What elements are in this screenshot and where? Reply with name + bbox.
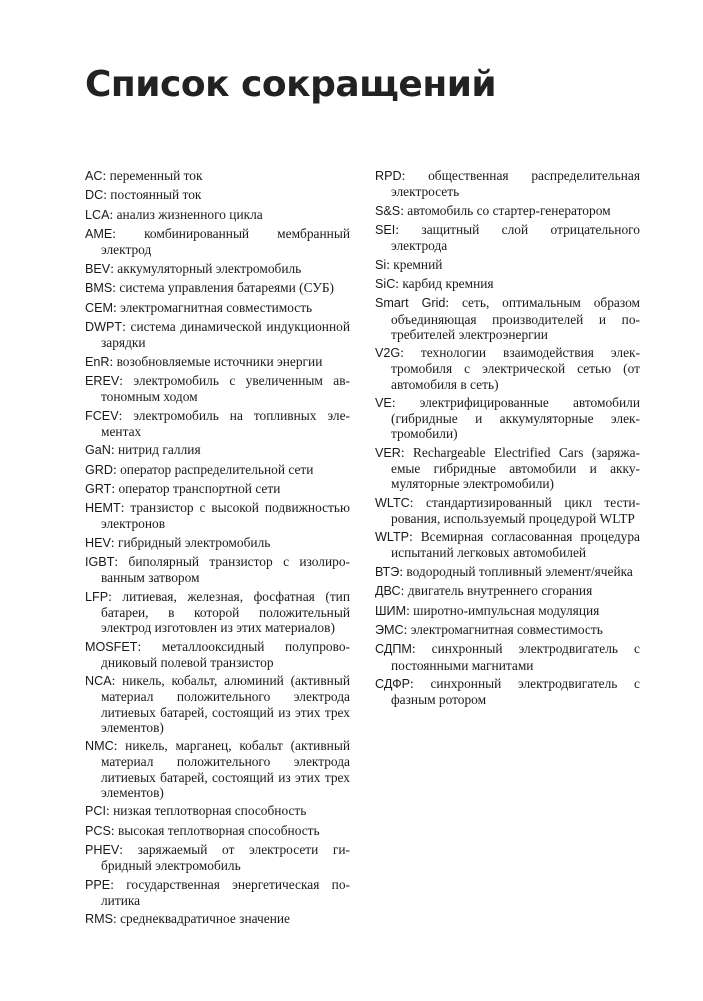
abbreviation-definition: автомобиль со стартер-генератором xyxy=(407,202,611,218)
abbreviations-right-column xyxy=(375,168,640,710)
abbreviation-definition: аккумуляторный электромобиль xyxy=(117,260,302,276)
abbreviation-term: Si xyxy=(375,257,387,272)
abbreviation-term: VE xyxy=(375,395,392,410)
abbreviation-definition: общественная распределительная электросеть xyxy=(391,168,640,200)
abbreviation-term: GRT xyxy=(85,481,112,496)
abbreviation-definition: система управления батареями (СУБ) xyxy=(119,280,335,296)
abbreviation-entry: GaN: нитрид галлия xyxy=(85,442,201,458)
abbreviation-definition: электромагнитная совместимость xyxy=(120,299,313,315)
abbreviation-definition: водородный топливный элемент/ячейка xyxy=(406,563,633,579)
abbreviation-definition: электромагнитная совместимость xyxy=(410,621,603,637)
abbreviation-entry: V2G: технологии взаимодействия электромобиля с электрической сетью (от автомобиля в сеть) xyxy=(375,345,640,392)
abbreviation-definition: оператор транспортной сети xyxy=(118,480,281,496)
abbreviation-entry: RPD: общественная распределительная электросеть xyxy=(375,168,640,200)
abbreviation-entry: NCA: никель, кобальт, алюминий (активный материал положительного электрода литиевых батарей, состоящий из этих трех элементов) xyxy=(85,673,350,735)
abbreviation-term: PCI xyxy=(85,804,106,819)
abbreviation-definition: комбинированный мембранный электрод xyxy=(101,226,350,258)
abbreviation-definition: карбид кремния xyxy=(402,275,494,291)
abbreviation-term: MOSFET xyxy=(85,639,138,654)
abbreviation-definition: низкая теплотворная способность xyxy=(113,803,307,819)
abbreviation-entry: LCA: анализ жизненного цикла xyxy=(85,206,263,222)
abbreviation-definition: возобновляемые источники энергии xyxy=(116,353,323,369)
abbreviation-definition: стандартизированный цикл тестирования, используемый процедурой WLTP xyxy=(391,494,640,526)
abbreviation-term: WLTP xyxy=(375,530,410,545)
abbreviation-definition: высокая теплотворная способность xyxy=(117,822,320,838)
abbreviation-entry: PCI: низкая теплотворная способность xyxy=(85,803,307,819)
abbreviation-definition: нитрид галлия xyxy=(117,442,201,458)
abbreviation-entry: AC: переменный ток xyxy=(85,168,203,183)
abbreviation-definition: гибридный электромобиль xyxy=(117,534,271,550)
abbreviations-left-column xyxy=(85,168,350,931)
abbreviation-term: LCA xyxy=(85,207,110,222)
abbreviation-entry: DWPT: система динамической индукционной зарядки xyxy=(85,318,350,351)
abbreviation-term: SiC xyxy=(375,276,396,291)
abbreviation-term: IGBT xyxy=(85,555,115,570)
abbreviation-entry: WLTP: Всемирная согласованная процедура испытаний легковых автомобилей xyxy=(375,529,640,561)
abbreviation-term: EnR xyxy=(85,354,110,369)
abbreviation-definition: металлооксидный полупроводниковый полевой транзистор xyxy=(101,638,350,670)
abbreviation-term: NMC xyxy=(85,739,114,754)
abbreviation-entry: ВТЭ: водородный топливный элемент/ячейка xyxy=(375,563,633,579)
abbreviation-entry: SEI: защитный слой отрицательного электрода xyxy=(375,221,641,254)
abbreviation-term: Smart Grid xyxy=(375,296,446,311)
abbreviation-term: ВТЭ xyxy=(375,564,400,579)
abbreviation-term: СДПМ xyxy=(375,642,412,657)
abbreviation-definition: технологии взаимодействия электромобиля с электрической сетью (от автомобиля в сеть) xyxy=(391,345,640,392)
abbreviation-term: SEI xyxy=(375,222,396,237)
abbreviation-entry: GRT: оператор транспортной сети xyxy=(85,480,281,496)
abbreviation-entry: GRD: оператор распределительной сети xyxy=(85,461,314,477)
abbreviation-entry: ШИМ: широтно-импульсная модуляция xyxy=(375,602,600,618)
abbreviation-entry: ДВС: двигатель внутреннего сгорания xyxy=(375,583,593,599)
abbreviation-definition: оператор распределительной сети xyxy=(120,461,314,477)
abbreviation-entry: FCEV: электромобиль на топливных элементах xyxy=(85,407,350,439)
abbreviation-definition: транзистор с высокой подвижностью электронов xyxy=(101,500,350,532)
abbreviation-entry: EnR: возобновляемые источники энергии xyxy=(85,353,323,369)
abbreviation-entry: СДФР: синхронный электродвигатель с фазным ротором xyxy=(375,675,641,708)
abbreviation-term: GRD xyxy=(85,462,113,477)
abbreviation-term: RPD xyxy=(375,169,402,183)
abbreviation-term: WLTC xyxy=(375,495,410,510)
abbreviation-entry: VER: Rechargeable Electrified Cars (заряжаемые гибридные автомобили и аккумуляторные электромобили) xyxy=(375,444,640,492)
abbreviation-definition: сеть, оптимальным образом объединяющая производителей и потребителей электроэнергии xyxy=(391,295,640,342)
abbreviation-entry: PCS: высокая теплотворная способность xyxy=(85,822,320,838)
abbreviation-entry: LFP: литиевая, железная, фосфатная (тип батареи, в которой положительный электрод изготовлен из этих материалов) xyxy=(85,588,350,636)
abbreviation-entry: RMS: среднеквадратичное значение xyxy=(85,911,290,927)
abbreviation-entry: EREV: электромобиль с увеличенным автономным ходом xyxy=(85,372,350,405)
abbreviation-entry: PHEV: заряжаемый от электросети гибридный электромобиль xyxy=(85,842,350,874)
abbreviation-entry: PPE: государственная энергетическая политика xyxy=(85,876,350,908)
abbreviation-definition: литиевая, железная, фосфатная (тип батареи, в которой положительный электрод изготовлен из этих материалов) xyxy=(101,588,350,636)
abbreviation-term: CEM xyxy=(85,300,113,315)
abbreviation-entry: BMS: система управления батареями (СУБ) xyxy=(85,280,335,296)
abbreviation-definition: биполярный транзистор с изолированным затвором xyxy=(101,554,350,586)
abbreviation-definition: переменный ток xyxy=(109,168,203,183)
abbreviation-term: V2G xyxy=(375,346,401,361)
abbreviation-entry: BEV: аккумуляторный электромобиль xyxy=(85,260,302,276)
abbreviation-term: LFP xyxy=(85,589,109,604)
abbreviation-definition: электрифицированные автомобили (гибридные и аккумуляторные электромобили) xyxy=(391,394,640,442)
abbreviation-definition: электромобиль с увеличенным автономным ходом xyxy=(101,372,350,405)
abbreviation-entry: СДПМ: синхронный электродвигатель с постоянными магнитами xyxy=(375,641,640,673)
abbreviation-definition: Rechargeable Electrified Cars (заряжаемые гибридные автомобили и аккумуляторные электромобили) xyxy=(391,444,640,492)
abbreviation-definition: синхронный электродвигатель с фазным ротором xyxy=(391,675,641,708)
abbreviation-term: S&S xyxy=(375,203,401,218)
abbreviation-term: EREV xyxy=(85,373,120,388)
abbreviation-term: GaN xyxy=(85,443,111,458)
abbreviation-definition: никель, марганец, кобальт (активный материал положительного электрода литиевых батарей, состоящий из этих трех элементов) xyxy=(101,738,350,800)
abbreviation-term: NCA xyxy=(85,674,112,689)
abbreviation-term: VER xyxy=(375,445,401,460)
abbreviation-term: HEMT xyxy=(85,501,121,516)
abbreviation-definition: кремний xyxy=(393,256,443,272)
abbreviation-term: FCEV xyxy=(85,408,119,423)
abbreviation-definition: электромобиль на топливных элементах xyxy=(101,407,350,439)
abbreviation-entry: MOSFET: металлооксидный полупроводниковый полевой транзистор xyxy=(85,638,350,670)
abbreviation-term: PCS xyxy=(85,823,111,838)
abbreviation-entry: Smart Grid: сеть, оптимальным образом объединяющая производителей и потребителей электроэнергии xyxy=(375,295,640,342)
abbreviation-entry: DC: постоянный ток xyxy=(85,187,202,203)
abbreviation-entry: NMC: никель, марганец, кобальт (активный материал положительного электрода литиевых батарей, состоящий из этих трех элементов) xyxy=(85,738,350,800)
abbreviation-entry: HEMT: транзистор с высокой подвижностью электронов xyxy=(85,500,350,532)
abbreviation-term: DWPT xyxy=(85,319,123,334)
abbreviation-definition: среднеквадратичное значение xyxy=(120,911,290,927)
abbreviation-term: BMS xyxy=(85,281,113,296)
abbreviation-entry: Si: кремний xyxy=(375,256,443,272)
abbreviation-entry: AME: комбинированный мембранный электрод xyxy=(85,226,350,258)
abbreviation-term: HEV xyxy=(85,535,111,550)
abbreviation-term: ДВС xyxy=(375,584,401,599)
abbreviation-term: DC xyxy=(85,188,104,203)
abbreviation-entry: S&S: автомобиль со стартер-генератором xyxy=(375,202,611,218)
abbreviation-term: PPE xyxy=(85,877,111,892)
abbreviation-definition: широтно-импульсная модуляция xyxy=(413,602,600,618)
abbreviation-term: PHEV xyxy=(85,843,120,858)
abbreviation-definition: защитный слой отрицательного электрода xyxy=(391,221,641,254)
abbreviation-entry: IGBT: биполярный транзистор с изолированным затвором xyxy=(85,554,350,586)
abbreviation-entry: VE: электрифицированные автомобили (гибридные и аккумуляторные электромобили) xyxy=(375,394,640,442)
abbreviation-definition: постоянный ток xyxy=(110,187,202,203)
abbreviation-definition: анализ жизненного цикла xyxy=(116,206,263,222)
abbreviation-entry: WLTC: стандартизированный цикл тестирования, используемый процедурой WLTP xyxy=(375,494,640,526)
abbreviation-definition: двигатель внутреннего сгорания xyxy=(407,583,593,599)
abbreviation-term: ЭМС xyxy=(375,622,404,637)
abbreviation-definition: государственная энергетическая политика xyxy=(101,876,350,908)
abbreviation-definition: никель, кобальт, алюминий (активный материал положительного электрода литиевых батарей, состоящий из этих трех элементов) xyxy=(101,673,350,735)
abbreviation-term: СДФР xyxy=(375,676,411,691)
abbreviation-entry: CEM: электромагнитная совместимость xyxy=(85,299,313,315)
abbreviation-definition: заряжаемый от электросети гибридный электромобиль xyxy=(101,842,350,874)
abbreviation-definition: синхронный электродвигатель с постоянными магнитами xyxy=(391,641,640,673)
abbreviation-entry: ЭМС: электромагнитная совместимость xyxy=(375,621,603,637)
abbreviation-definition: Всемирная согласованная процедура испытаний легковых автомобилей xyxy=(391,529,640,561)
page-title: Список сокращений xyxy=(85,64,497,105)
abbreviation-definition: система динамической индукционной зарядки xyxy=(101,318,350,351)
abbreviation-entry: SiC: карбид кремния xyxy=(375,275,494,291)
abbreviation-term: AME xyxy=(85,227,113,242)
abbreviation-term: AC xyxy=(85,169,103,183)
abbreviation-term: RMS xyxy=(85,912,113,927)
abbreviation-term: BEV xyxy=(85,261,111,276)
abbreviation-entry: HEV: гибридный электромобиль xyxy=(85,534,271,550)
abbreviation-term: ШИМ xyxy=(375,603,407,618)
